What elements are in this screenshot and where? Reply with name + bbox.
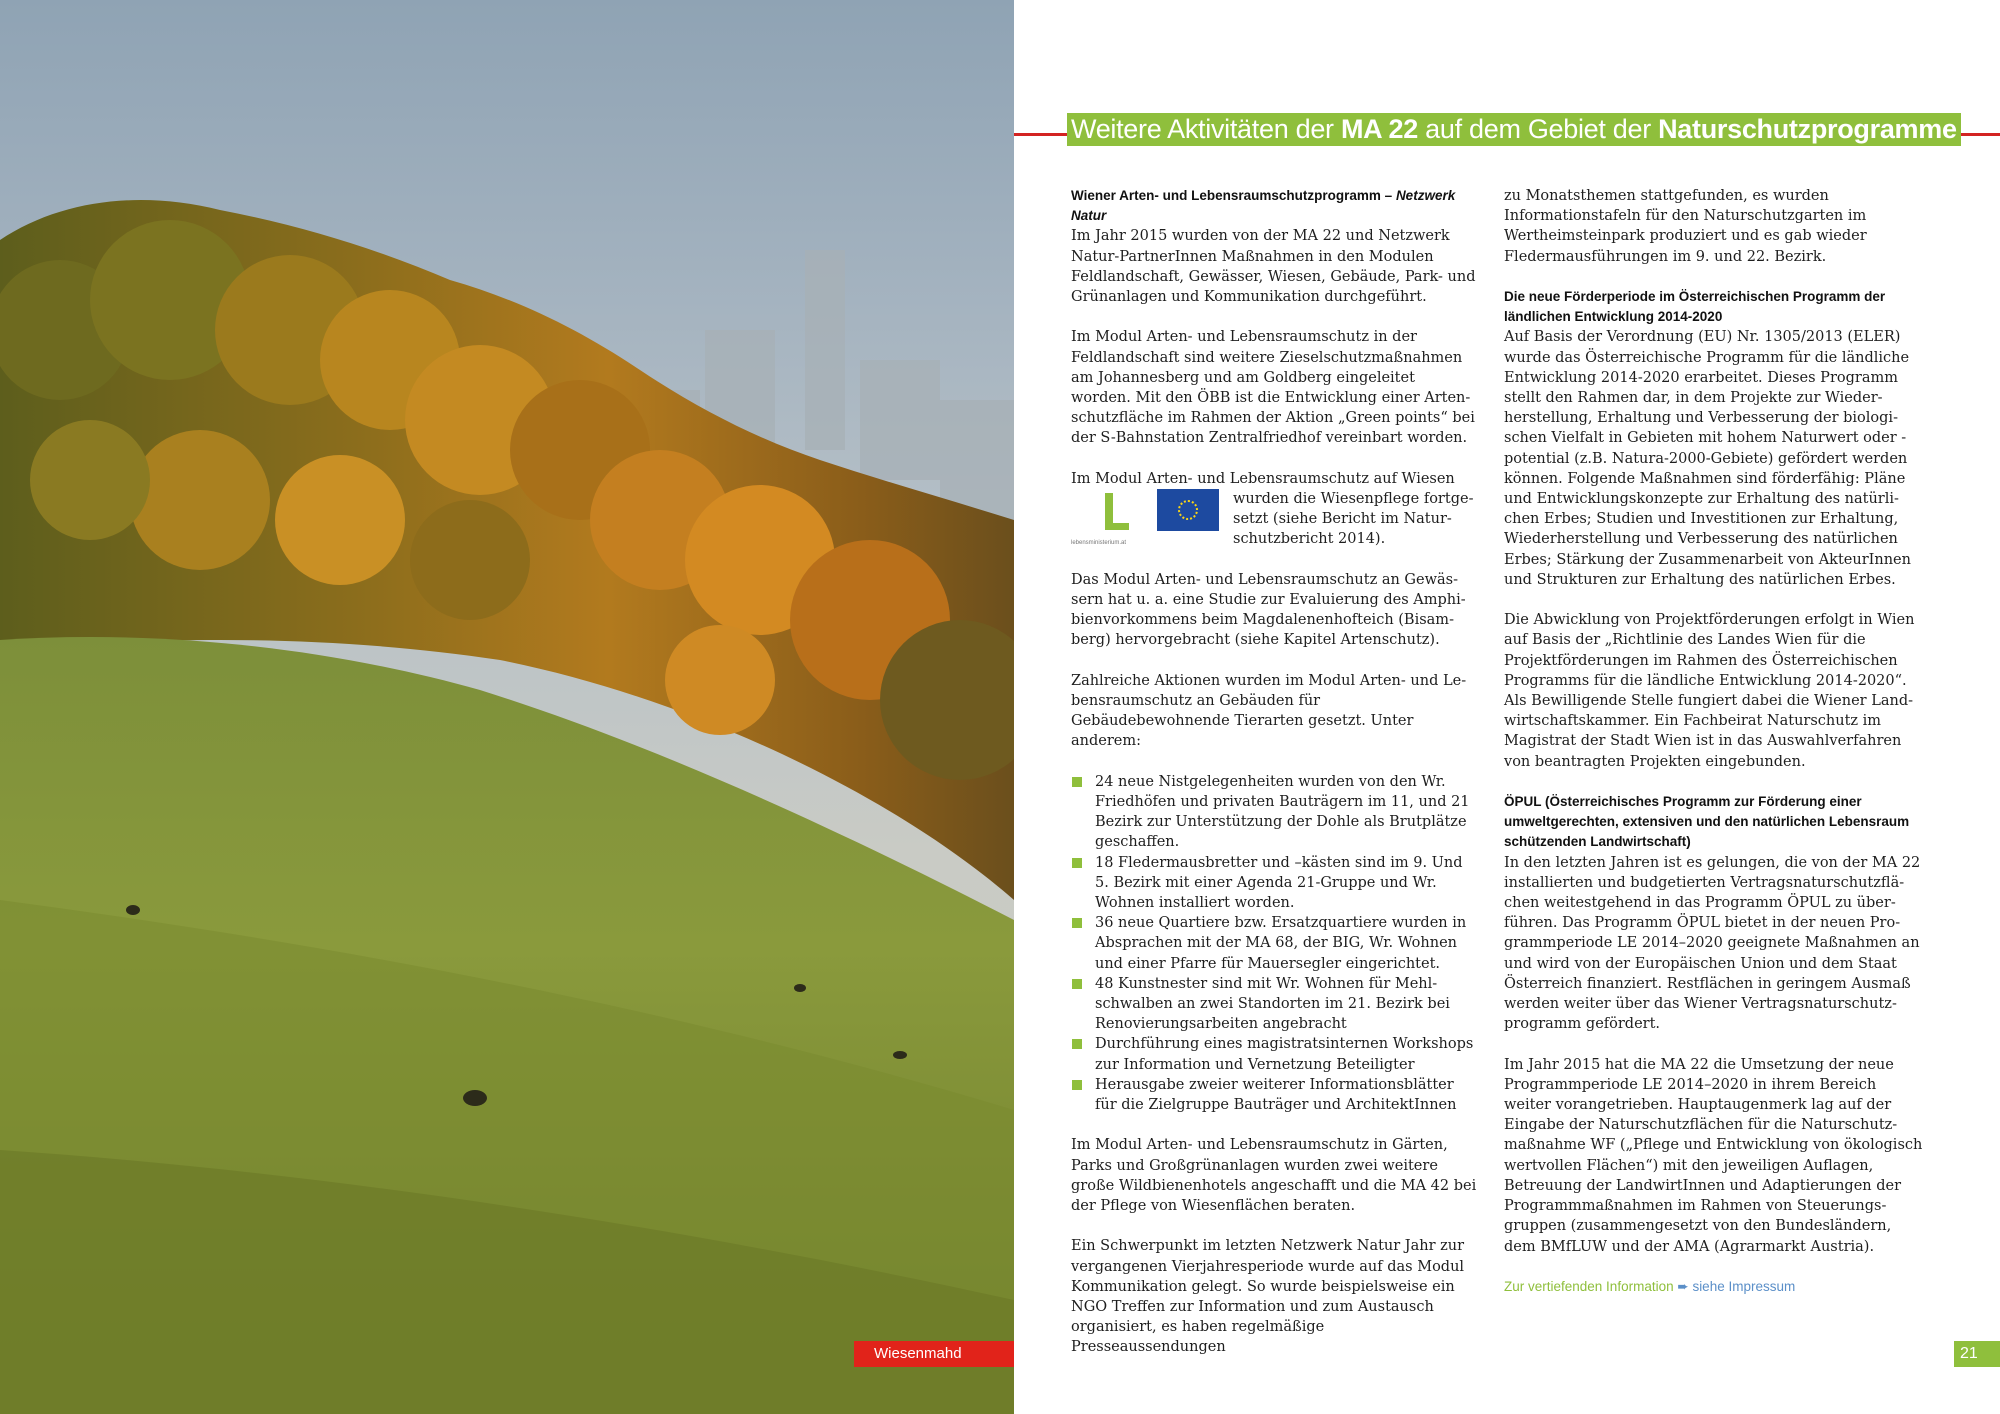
- heading-bold1: MA 22: [1340, 114, 1418, 144]
- text-column-right: [1504, 186, 1924, 1297]
- section-title-foerderperiode: Die neue Förderperiode im Österreichischen Programm der ländlichen Entwicklung 2014-2020: [1504, 289, 1886, 325]
- further-info-link[interactable]: [1504, 1277, 1924, 1297]
- paragraph: Auf Basis der Verordnung (EU) Nr. 1305/2013 (ELER) wurde das Österreichische Programm für die ländliche Entwicklung 2014-2020 erarbeitet. Dieses Programm stellt den Rahmen dar, in dem Projekte zur Wiederherstellung, Erhaltung und Verbesserung der biologischen Vielfalt in Gebieten mit hohem Naturwert oder -potential (z.B. Natura-2000-Gebiete) gefördert werden können. Folgende Maßnahmen sind förderfähig: Pläne und Entwicklungskonzepte zur Erhaltung des natürlichen Erbes; Studien und Investitionen zur Erhaltung, Wiederherstellung und Verbesserung des natürlichen Erbes; Stärkung der Zusammenarbeit von AkteurInnen und Strukturen zur Erhaltung des natürlichen Erbes.: [1504, 329, 1911, 588]
- list-item: Durchführung eines magistratsinternen Workshops zur Information und Vernetzung Beteiligter: [1071, 1034, 1477, 1074]
- heading-part2: auf dem Gebiet der: [1417, 114, 1659, 144]
- photo-caption: Wiesenmahd: [854, 1341, 1014, 1367]
- paragraph: Zahlreiche Aktionen wurden im Modul Arten- und Lebensraumschutz an Gebäuden für Gebäudebewohnende Tierarten gesetzt. Unter anderem:: [1071, 672, 1467, 750]
- paragraph: wurden die Wiesenpflege fortgesetzt (siehe Bericht im Naturschutzbericht 2014).: [1233, 491, 1474, 548]
- heading-rule-left: [1014, 133, 1074, 136]
- paragraph: In den letzten Jahren ist es gelungen, die von der MA 22 installierten und budgetierten Vertragsnaturschutzflächen weitestgehend in das Programm ÖPUL zu überführen. Das Programm ÖPUL bietet in der neuen Programmperiode LE 2014–2020 geeignete Maßnahmen an und wird von der Europäischen Union und dem Staat Österreich finanziert. Restflächen in geringem Ausmaß werden weiter über das Wiener Vertragsnaturschutzprogramm gefördert.: [1504, 854, 1921, 1033]
- list-item: 18 Fledermausbretter und –kästen sind im 9. Und 5. Bezirk mit einer Agenda 21-Gruppe und Wr. Wohnen installiert worden.: [1071, 853, 1477, 914]
- section-title-italic: Netzwerk Natur: [1071, 188, 1456, 224]
- further-info-label: Zur vertiefenden Information: [1504, 1278, 1674, 1294]
- paragraph: Ein Schwerpunkt im letzten Netzwerk Natur Jahr zur vergangenen Vierjahresperiode wurde auf das Modul Kommunikation gelegt. So wurde beispielsweise ein NGO Treffen zur Information und zum Austausch organisiert, es haben regelmäßige Presseaussendungen: [1071, 1238, 1465, 1356]
- paragraph: zu Monatsthemen stattgefunden, es wurden Informationstafeln für den Naturschutzgarten im Wertheimsteinpark produziert und es gab wieder Fledermausführungen im 9. und 22. Bezirk.: [1504, 188, 1867, 265]
- paragraph: Im Jahr 2015 hat die MA 22 die Umsetzung der neue Programmperiode LE 2014–2020 in ihrem Bereich weiter vorangetrieben. Hauptaugenmerk lag auf der Eingabe der Naturschutzflächen für die Naturschutzmaßnahme WF („Pflege und Entwicklung von ökologisch wertvollen Flächen“) mit den jeweiligen Auflagen, Betreuung der LandwirtInnen und Adaptierungen der Programmmaßnahmen im Rahmen von Steuerungsgruppen (zusammengesetzt von den Bundesländern, dem BMfLUW und der AMA (Agrarmarkt Austria).: [1504, 1056, 1923, 1255]
- lebensministerium-logo: [1071, 489, 1147, 545]
- paragraph: Im Jahr 2015 wurden von der MA 22 und Netzwerk Natur-PartnerInnen Maßnahmen in den Modulen Feldlandschaft, Gewässer, Wiesen, Gebäude, Park- und Grünanlagen und Kommunikation durchgeführt.: [1071, 228, 1476, 306]
- list-item: 48 Kunstnester sind mit Wr. Wohnen für Mehlschwalben an zwei Standorten im 21. Bezirk bei Renovierungsarbeiten angebracht: [1071, 974, 1477, 1035]
- section-title-text: Wiener Arten- und Lebensraumschutzprogramm –: [1071, 188, 1396, 203]
- eu-flag-logo: [1157, 489, 1219, 531]
- paragraph: Das Modul Arten- und Lebensraumschutz an Gewässern hat u. a. eine Studie zur Evaluierung des Amphibienvorkommens beim Magdalenenhofteich (Bisamberg) hervorgebracht (siehe Kapitel Artenschutz).: [1071, 571, 1466, 649]
- section-title-netzwerk-natur: [1071, 186, 1477, 226]
- section-title-oepul: ÖPUL (Österreichisches Programm zur Förderung einer umweltgerechten, extensiven und den natürlichen Lebensraum schützenden Landwirtschaft): [1504, 794, 1910, 850]
- paragraph: Im Modul Arten- und Lebensraumschutz auf Wiesen: [1071, 470, 1455, 487]
- paragraph: Im Modul Arten- und Lebensraumschutz in Gärten, Parks und Großgrünanlagen wurden zwei weitere große Wildbienenhotels angeschafft und die MA 42 bei der Pflege von Wiesenflächen beraten.: [1071, 1137, 1477, 1215]
- page-number: 21: [1954, 1341, 2000, 1367]
- eu-stars-icon: [1178, 500, 1198, 520]
- further-info-ref[interactable]: siehe Impressum: [1692, 1278, 1796, 1294]
- arrow-right-icon: ➨: [1677, 1278, 1689, 1294]
- bullet-list: [1071, 772, 1477, 1115]
- paragraph: Die Abwicklung von Projektförderungen erfolgt in Wien auf Basis der „Richtlinie des Landes Wien für die Projektförderungen im Rahmen des Österreichischen Programms für die ländliche Entwicklung 2014-2020“. Als Bewilligende Stelle fungiert dabei die Wiener Landwirtschaftskammer. Ein Fachbeirat Naturschutz im Magistrat der Stadt Wien ist in das Auswahlverfahren von beantragten Projekten eingebunden.: [1504, 612, 1915, 770]
- list-item: 24 neue Nistgelegenheiten wurden von den Wr. Friedhöfen und privaten Bauträgern im 11, und 21 Bezirk zur Unterstützung der Dohle als Brutplätze geschaffen.: [1071, 772, 1477, 853]
- logo-l-foot: [1105, 523, 1129, 530]
- list-item: 36 neue Quartiere bzw. Ersatzquartiere wurden in Absprachen mit der MA 68, der BIG, Wr. Wohnen und einer Pfarre für Mauersegler eingerichtet.: [1071, 913, 1477, 974]
- logo-caption: lebensministerium.at: [1071, 540, 1127, 547]
- list-item: Herausgabe zweier weiterer Informationsblätter für die Zielgruppe Bauträger und ArchitektInnen: [1071, 1075, 1477, 1115]
- paragraph: Im Modul Arten- und Lebensraumschutz in der Feldlandschaft sind weitere Zieselschutzmaßnahmen am Johannesberg und am Goldberg eingeleitet worden. Mit den ÖBB ist die Entwicklung einer Artenschutzfläche im Rahmen der Aktion „Green points“ bei der S-Bahnstation Zentralfriedhof vereinbart worden.: [1071, 329, 1475, 447]
- heading-part1: Weitere Aktivitäten der: [1071, 114, 1341, 144]
- heading-bold2: Naturschutzprogramme: [1658, 114, 1957, 144]
- page-heading: [1067, 113, 1961, 146]
- logo-row: [1071, 489, 1477, 550]
- text-column-left: [1071, 186, 1477, 1378]
